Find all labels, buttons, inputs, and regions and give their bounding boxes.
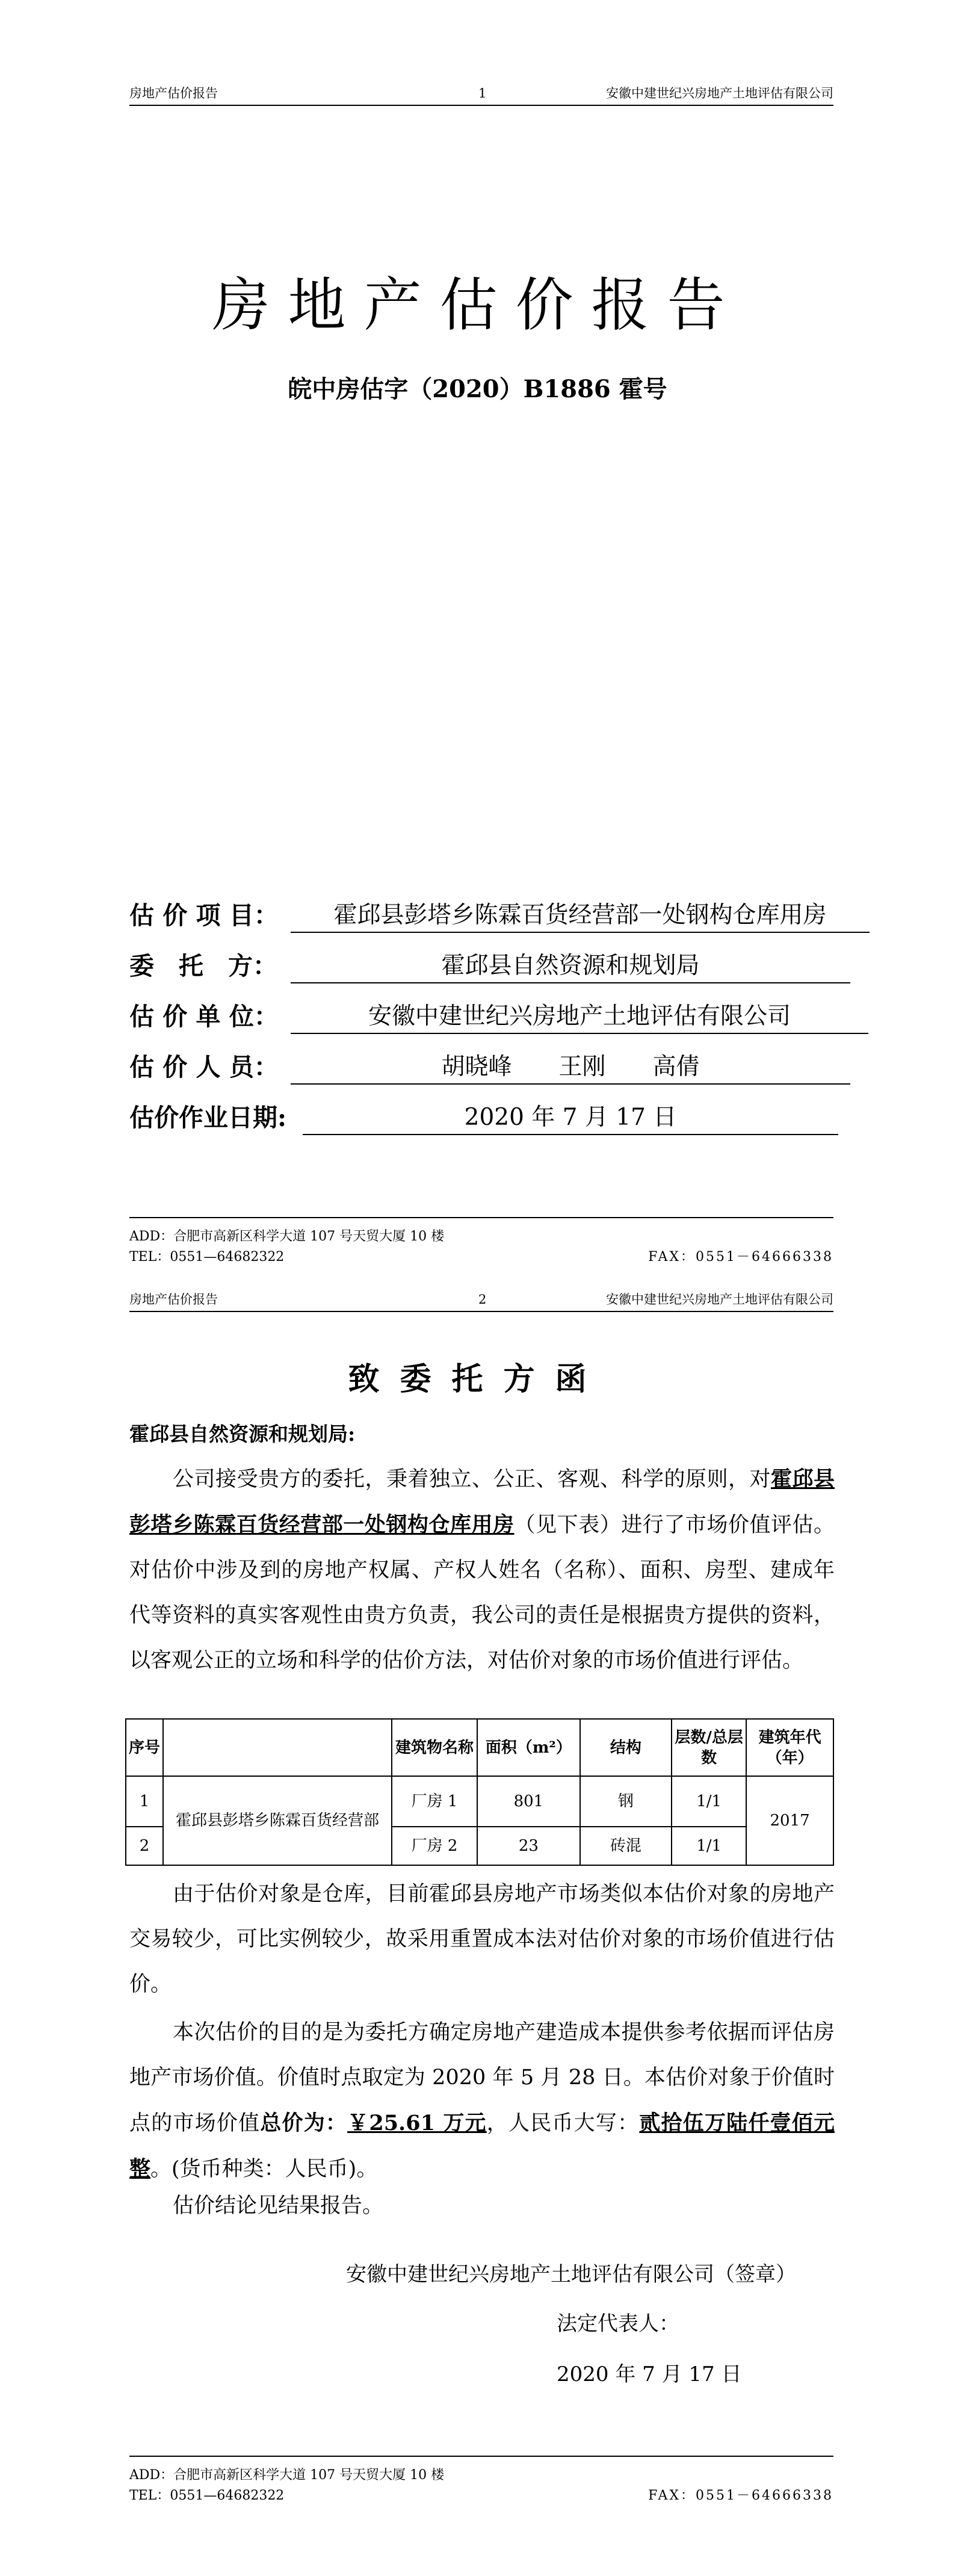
header-company: 安徽中建世纪兴房地产土地评估有限公司 [606,1292,833,1307]
cell-area: 23 [477,1827,580,1865]
footer-address: ADD：合肥市高新区科学大道 107 号天贸大厦 10 楼 [129,1229,445,1244]
document-number: 皖中房估字（2020）B1886 霍号 [288,375,667,403]
th-owner [163,1719,392,1776]
text-segment: 公司接受贵方的委托，秉着独立、公正、客观、科学的原则，对 [173,1467,771,1491]
field-label: 估 价 人 员： [129,1053,279,1082]
cell-area: 801 [477,1776,580,1827]
total-label: 总价为： [260,2111,348,2135]
text-segment: （见下表）进行了市场价值评估。对估价中涉及到的房地产权属、产权人姓名（名称）、面积、房型、建成年代等资料的真实客观性由贵方负责，我公司的责任是根据贵方提供的资料，以客观公正的立场和科学的估价方法，对估价对象的市场价值进行评估。 [129,1513,835,1673]
field-label: 估价作业日期: [129,1103,287,1132]
report-title: 房地产估价报告 [212,271,743,339]
cell-structure: 钢 [580,1776,672,1827]
salutation: 霍邱县自然资源和规划局: [129,1422,356,1446]
th-name: 建筑物名称 [392,1719,477,1776]
page-footer [129,1217,833,1268]
th-year: 建筑年代（年） [746,1719,833,1776]
letter-title: 致委托方函 [348,1361,607,1398]
paragraph-conclusion [129,2010,835,2192]
page-footer [129,2456,833,2506]
footer-tel: TEL：0551—64682322 [129,1249,285,1265]
total-value-capital: 贰拾伍万陆仟壹佰元整 [129,2111,835,2181]
signature-company: 安徽中建世纪兴房地产土地评估有限公司（签章） [346,2262,796,2287]
cell-floors: 1/1 [672,1827,746,1865]
total-value: ￥25.61 万元 [347,2111,487,2135]
header-company: 安徽中建世纪兴房地产土地评估有限公司 [606,86,833,101]
page-header [129,83,833,106]
cell-floors: 1/1 [672,1776,746,1827]
cell-no: 1 [126,1776,163,1827]
text-segment: 。(货币种类：人民币)。 [150,2157,378,2181]
cell-year: 2017 [746,1776,833,1865]
table-header-row [126,1719,833,1776]
signature-representative: 法定代表人： [557,2312,679,2336]
page-header [129,1289,833,1312]
text-segment: 本次估价的目的是为委托方确定房地产建造成本提供参考依据而评估房地产市场价值。价值时点取定为 2020 年 5 月 28 日。本估价对象于价值时点的市场价值 [129,2020,835,2135]
field-label: 估 价 单 位： [129,1002,279,1031]
field-value: 霍邱县自然资源和规划局 [291,950,850,983]
field-value: 霍邱县彭塔乡陈霖百货经营部一处钢构仓库用房 [291,899,870,933]
th-floors: 层数/总层数 [672,1719,746,1776]
field-label: 委 托 方： [129,952,277,980]
page-number: 2 [478,1292,487,1307]
paragraph-method: 由于估价对象是仓库，目前霍邱县房地产市场类似本估价对象的房地产交易较少，可比实例较少，故采用重置成本法对估价对象的市场价值进行估价。 [129,1882,835,1996]
cell-no: 2 [126,1827,163,1865]
field-value: 胡晓峰 王刚 高倩 [291,1051,850,1085]
th-structure: 结构 [580,1719,672,1776]
footer-tel: TEL：0551—64682322 [129,2488,285,2503]
header-title: 房地产估价报告 [129,86,218,101]
cell-structure: 砖混 [580,1827,672,1865]
property-table [125,1718,834,1866]
footer-fax: FAX：0551－64666338 [648,2488,833,2503]
footer-address: ADD：合肥市高新区科学大道 107 号天贸大厦 10 楼 [129,2468,445,2483]
cell-name: 厂房 2 [392,1827,477,1865]
field-value: 安徽中建世纪兴房地产土地评估有限公司 [291,1000,868,1034]
footer-fax: FAX：0551－64666338 [648,1249,833,1265]
th-area: 面积（m²） [477,1719,580,1776]
th-no: 序号 [126,1719,163,1776]
header-title: 房地产估价报告 [129,1292,218,1307]
signature-date: 2020 年 7 月 17 日 [557,2362,742,2386]
property-name: 霍邱县彭塔乡陈霖百货经营部一处钢构仓库用房 [129,1467,835,1537]
cell-name: 厂房 1 [392,1776,477,1827]
table-row [126,1776,833,1827]
paragraph-intro [129,1457,835,1683]
paragraph-see-result: 估价结论见结果报告。 [173,2194,384,2218]
text-segment: ，人民币大写： [486,2111,640,2135]
field-label: 估 价 项 目： [129,901,279,930]
field-value: 2020 年 7 月 17 日 [303,1101,838,1135]
cell-owner: 霍邱县彭塔乡陈霖百货经营部 [163,1776,392,1865]
page-number: 1 [478,86,487,101]
